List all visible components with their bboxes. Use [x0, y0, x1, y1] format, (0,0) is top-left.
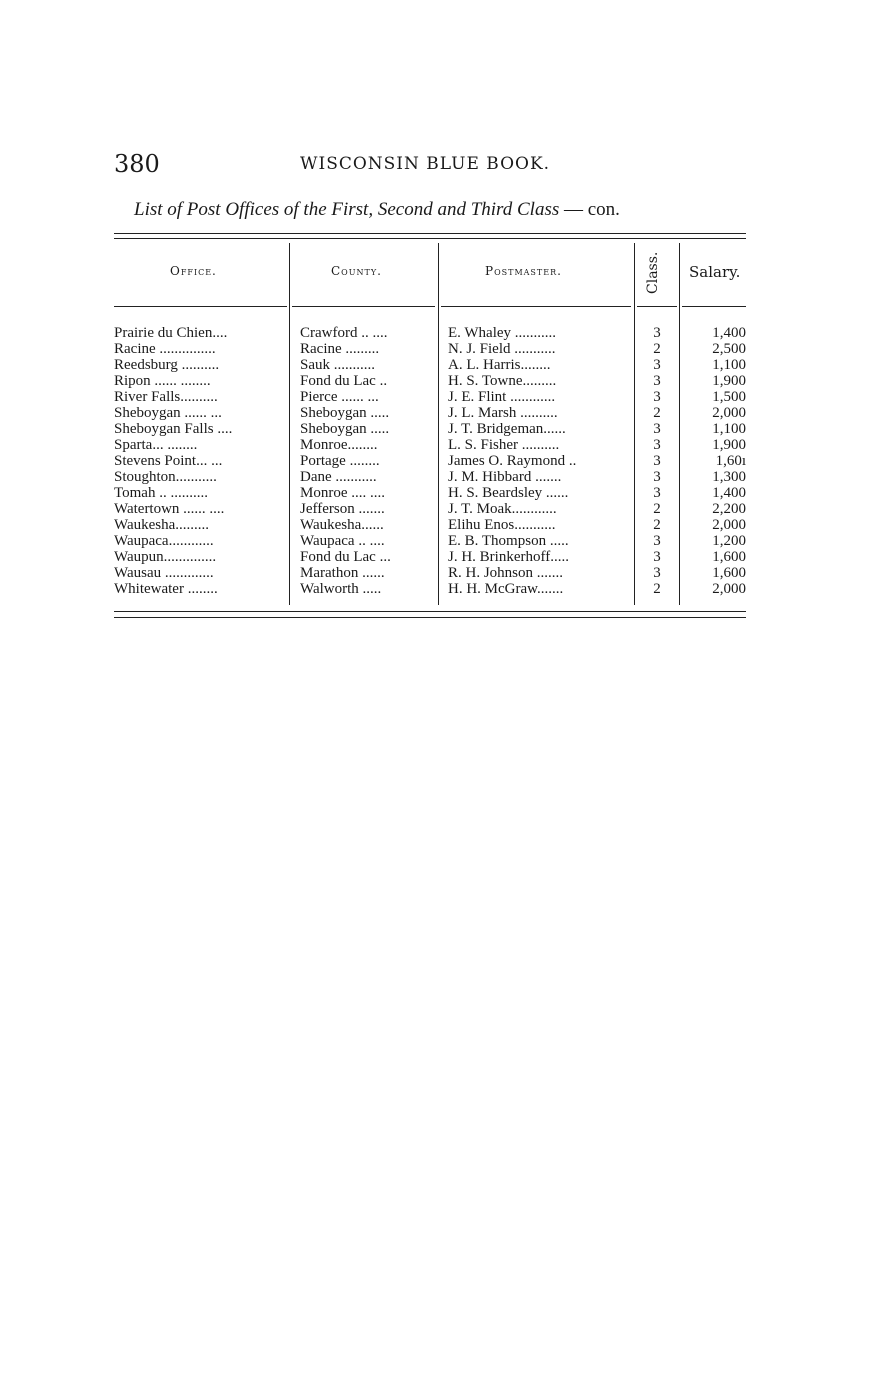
office-cell: Stevens Point... ...	[114, 453, 223, 469]
class-cell: 3	[653, 437, 661, 453]
table-row	[0, 485, 884, 501]
county-cell: Monroe........	[300, 437, 378, 453]
salary-cell: 1,400	[712, 325, 746, 341]
office-cell: River Falls..........	[114, 389, 218, 405]
class-cell: 3	[653, 421, 661, 437]
class-cell: 2	[653, 501, 661, 517]
class-cell: 3	[653, 533, 661, 549]
office-cell: Waupaca............	[114, 533, 214, 549]
table-row	[0, 533, 884, 549]
table-bottom-rule-inner	[114, 611, 746, 612]
office-cell: Watertown ...... ....	[114, 501, 225, 517]
county-cell: Portage ........	[300, 453, 380, 469]
class-cell: 3	[653, 549, 661, 565]
county-cell: Crawford .. ....	[300, 325, 388, 341]
header-rule	[292, 306, 435, 307]
office-cell: Reedsburg ..........	[114, 357, 220, 373]
office-cell: Waukesha.........	[114, 517, 210, 533]
class-cell: 3	[653, 485, 661, 501]
county-cell: Jefferson .......	[300, 501, 385, 517]
office-cell: Sheboygan Falls ....	[114, 421, 233, 437]
county-cell: Sheboygan .....	[300, 421, 390, 437]
salary-cell: 2,200	[712, 501, 746, 517]
postmaster-cell: H. S. Towne.........	[448, 373, 557, 389]
header-rule	[682, 306, 746, 307]
table-row	[0, 581, 884, 597]
table-row	[0, 469, 884, 485]
table-row	[0, 421, 884, 437]
postmaster-cell: N. J. Field ...........	[448, 341, 556, 357]
office-cell: Sparta... ........	[114, 437, 198, 453]
salary-cell: 1,60ı	[715, 453, 746, 469]
postmaster-cell: R. H. Johnson .......	[448, 565, 564, 581]
county-cell: Waupaca .. ....	[300, 533, 385, 549]
caption-text: List of Post Offices of the First, Second and Third Class	[134, 199, 560, 220]
class-cell: 3	[653, 373, 661, 389]
class-cell: 3	[653, 325, 661, 341]
table-row	[0, 341, 884, 357]
office-cell: Sheboygan ...... ...	[114, 405, 222, 421]
salary-cell: 1,600	[712, 565, 746, 581]
class-cell: 2	[653, 341, 661, 357]
office-cell: Racine ...............	[114, 341, 216, 357]
class-cell: 3	[653, 453, 661, 469]
county-cell: Marathon ......	[300, 565, 385, 581]
class-cell: 2	[653, 517, 661, 533]
salary-cell: 1,100	[712, 357, 746, 373]
postmaster-cell: J. T. Moak............	[448, 501, 557, 517]
office-cell: Ripon ...... ........	[114, 373, 211, 389]
table-row	[0, 549, 884, 565]
postmaster-cell: A. L. Harris........	[448, 357, 551, 373]
county-cell: Racine .........	[300, 341, 380, 357]
table-row	[0, 517, 884, 533]
header-postmaster: Postmaster.	[485, 264, 562, 278]
salary-cell: 2,000	[712, 405, 746, 421]
salary-cell: 1,600	[712, 549, 746, 565]
class-cell: 3	[653, 469, 661, 485]
postmaster-cell: Elihu Enos...........	[448, 517, 556, 533]
header-rule	[114, 306, 287, 307]
county-cell: Waukesha......	[300, 517, 384, 533]
running-head: WISCONSIN BLUE BOOK.	[300, 154, 551, 174]
postmaster-cell: E. Whaley ...........	[448, 325, 557, 341]
office-cell: Whitewater ........	[114, 581, 218, 597]
salary-cell: 1,100	[712, 421, 746, 437]
salary-cell: 1,900	[712, 373, 746, 389]
salary-cell: 1,300	[712, 469, 746, 485]
class-cell: 2	[653, 581, 661, 597]
header-county: County.	[331, 264, 382, 278]
table-row	[0, 357, 884, 373]
office-cell: Tomah .. ..........	[114, 485, 208, 501]
county-cell: Dane ...........	[300, 469, 377, 485]
postmaster-cell: H. S. Beardsley ......	[448, 485, 569, 501]
postmaster-cell: E. B. Thompson .....	[448, 533, 569, 549]
office-cell: Wausau .............	[114, 565, 214, 581]
caption-suffix: — con.	[559, 199, 620, 220]
postmaster-cell: James O. Raymond ..	[448, 453, 577, 469]
page-number: 380	[114, 150, 160, 178]
postmaster-cell: H. H. McGraw.......	[448, 581, 564, 597]
table-row	[0, 389, 884, 405]
county-cell: Monroe .... ....	[300, 485, 385, 501]
salary-cell: 1,900	[712, 437, 746, 453]
class-cell: 3	[653, 389, 661, 405]
salary-cell: 1,200	[712, 533, 746, 549]
salary-cell: 2,000	[712, 517, 746, 533]
office-cell: Prairie du Chien....	[114, 325, 228, 341]
county-cell: Pierce ...... ...	[300, 389, 379, 405]
county-cell: Fond du Lac ..	[300, 373, 388, 389]
class-cell: 3	[653, 565, 661, 581]
header-rule	[637, 306, 677, 307]
header-class	[645, 252, 661, 294]
header-class-label: Class.	[645, 251, 661, 294]
class-cell: 2	[653, 405, 661, 421]
county-cell: Walworth .....	[300, 581, 382, 597]
table-row	[0, 501, 884, 517]
postmaster-cell: J. M. Hibbard .......	[448, 469, 562, 485]
table-top-rule	[114, 233, 746, 234]
table-bottom-rule	[114, 617, 746, 618]
header-office: Office.	[170, 264, 217, 278]
header-rule	[441, 306, 631, 307]
table-row	[0, 373, 884, 389]
postmaster-cell: J. H. Brinkerhoff.....	[448, 549, 569, 565]
table-row	[0, 453, 884, 469]
postmaster-cell: J. T. Bridgeman......	[448, 421, 566, 437]
salary-cell: 1,400	[712, 485, 746, 501]
table-caption	[134, 199, 620, 221]
salary-cell: 1,500	[712, 389, 746, 405]
table-row	[0, 437, 884, 453]
table-row	[0, 565, 884, 581]
postmaster-cell: L. S. Fisher ..........	[448, 437, 560, 453]
salary-cell: 2,500	[712, 341, 746, 357]
county-cell: Fond du Lac ...	[300, 549, 391, 565]
salary-cell: 2,000	[712, 581, 746, 597]
postmaster-cell: J. L. Marsh ..........	[448, 405, 558, 421]
office-cell: Stoughton...........	[114, 469, 217, 485]
class-cell: 3	[653, 357, 661, 373]
table-top-rule-inner	[114, 238, 746, 239]
header-salary: Salary.	[689, 263, 741, 281]
table-row	[0, 405, 884, 421]
office-cell: Waupun..............	[114, 549, 217, 565]
county-cell: Sheboygan .....	[300, 405, 390, 421]
county-cell: Sauk ...........	[300, 357, 375, 373]
postmaster-cell: J. E. Flint ............	[448, 389, 556, 405]
table-row	[0, 325, 884, 341]
